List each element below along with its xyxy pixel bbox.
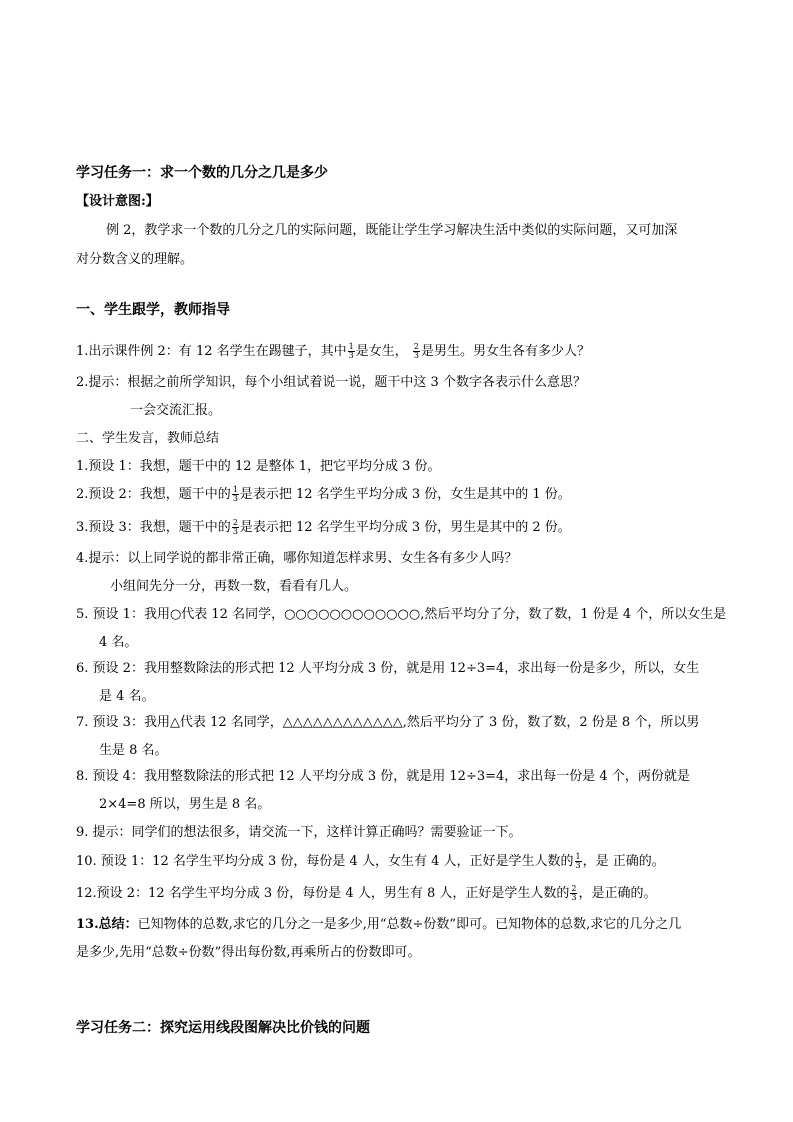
preset-10: 10. 预设 1：12 名学生平均分成 3 份，每份是 4 人，女生有 4 人，正好是学生人数的 $\frac{1}{3}$ ，是 正确的。 [76,852,665,870]
summary-13-line-1: 13.总结：已知物体的总数,求它的几分之一是多少,用“总数÷份数”即可。已知物体的总数,求它的几分之几 [76,917,682,932]
fraction-two-thirds: $\frac{2}{3}$ [413,342,419,360]
preset-12: 12.预设 2：12 名学生平均分成 3 份，每份是 4 人，男生有 8 人，正好是学生人数的 $\frac{2}{3}$ ，是正确的。 [76,884,657,902]
preset-5-line-1: 5. 预设 1：我用○代表 12 名同学，○○○○○○○○○○○○,然后平均分了分，数了数，1 份是 4 个，所以女生是 [76,607,727,622]
preset-7-line-2: 生是 8 名。 [99,743,168,758]
preset-8-line-1: 8. 预设 4：我用整数除法的形式把 12 人平均分成 3 份，就是用 12÷3=4，求出每一份是 4 个，两份就是 [76,769,690,784]
prompt-4-continued: 小组间先分一分，再数一数，看看有几人。 [110,579,358,594]
intent-line-1: 例 2，教学求一个数的几分之几的实际问题，既能让学生学习解决生活中类似的实际问题，又可加深 [106,223,678,238]
section1-heading: 一、学生跟学，教师指导 [76,302,230,318]
fraction-one-third: $\frac{1}{3}$ [232,485,238,503]
prompt-9: 9. 提示：同学们的想法很多，请交流一下，这样计算正确吗？需要验证一下。 [76,825,522,840]
prompt-4: 4.提示：以上同学说的都非常正确，哪你知道怎样求男、女生各有多少人吗？ [76,551,518,566]
preset-8-line-2: 2×4=8 所以，男生是 8 名。 [99,797,271,812]
fraction-two-thirds: $\frac{2}{3}$ [232,518,238,536]
design-intent-label: 【设计意图:】 [76,194,159,209]
intent-line-2: 对分数含义的理解。 [76,252,194,267]
item-2: 2.提示：根据之前所学知识，每个小组试着说一说，题干中这 3 个数字各表示什么意思？ [76,375,586,390]
section2-heading: 二、学生发言，教师总结 [76,431,220,446]
fraction-one-third: $\frac{1}{3}$ [348,342,354,360]
preset-6-line-1: 6. 预设 2：我用整数除法的形式把 12 人平均分成 3 份，就是用 12÷3=4，求出每一份是多少，所以，女生 [76,661,700,676]
preset-2: 2.预设 2：我想，题干中的 $\frac{1}{3}$ 是表示把 12 名学生平均分成 3 份，女生是其中的 1 份。 [76,485,571,503]
summary-13-line-2: 是多少,先用“总数÷份数”得出每份数,再乘所占的份数即可。 [76,945,421,960]
item-1-text-c: 是男生。男女生各有多少人？ [420,344,590,359]
item-1-text-a: 1.出示课件例 2：有 12 名学生在踢毽子，其中 [76,344,347,359]
item-1 [76,343,590,361]
fraction-two-thirds: $\frac{2}{3}$ [571,884,577,902]
preset-1: 1.预设 1：我想，题干中的 12 是整体 1，把它平均分成 3 份。 [76,459,441,474]
preset-6-line-2: 是 4 名。 [99,689,155,704]
item-2-continued: 一会交流汇报。 [130,403,222,418]
fraction-one-third: $\frac{1}{3}$ [575,852,581,870]
task1-title: 学习任务一：求一个数的几分之几是多少 [76,165,328,181]
item-1-text-b: 是女生， [355,344,408,359]
preset-7-line-1: 7. 预设 3：我用△代表 12 名同学，△△△△△△△△△△△△,然后平均分了 3 份，数了数，2 份是 8 个，所以男 [76,715,700,730]
summary-label: 13.总结： [76,917,138,932]
preset-5-line-2: 4 名。 [99,635,138,650]
task2-title: 学习任务二：探究运用线段图解决比价钱的问题 [76,1020,370,1036]
preset-3: 3.预设 3：我想，题干中的 $\frac{2}{3}$ 是表示把 12 名学生平均分成 3 份，男生是其中的 2 份。 [76,518,571,536]
